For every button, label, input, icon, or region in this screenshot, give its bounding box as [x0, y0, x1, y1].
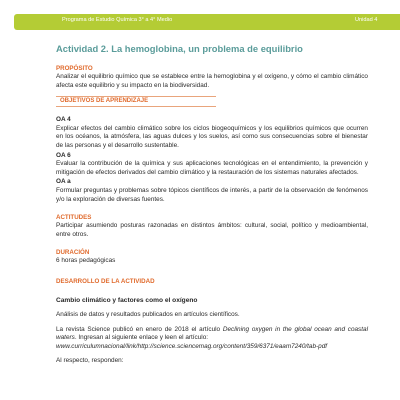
cut-off-text-line — [56, 372, 368, 376]
article-title: Declining oxygen in the global ocean and coastal waters — [56, 325, 368, 342]
desarrollo-paragraph: Al respecto, responden: — [56, 357, 124, 365]
actitudes-heading: ACTITUDES — [56, 214, 92, 222]
desarrollo-heading: DESARROLLO DE LA ACTIVIDAD — [56, 277, 155, 285]
activity-title: Actividad 2. La hemoglobina, un problema de equilibrio — [56, 43, 303, 54]
program-title: Programa de Estudio Química 3° a 4° Medio — [62, 17, 173, 23]
oa-code: OA a — [56, 178, 71, 186]
oa-text: Evaluar la contribución de la química y sus aplicaciones tecnológicas en el entendimiento, la prevención y mitigación de efectos derivados del cambio climático y la restauración de los sistemas naturales afectados. — [56, 160, 368, 176]
oa-code: OA 6 — [56, 151, 71, 159]
oa-text: Formular preguntas y problemas sobre tópicos científicos de interés, a partir de la observación de fenómenos y/o la exploración de diversas fuentes. — [56, 186, 368, 203]
desarrollo-subtitle: Cambio climático y factores como el oxígeno — [56, 296, 198, 304]
objetivos-label: OBJETIVOS DE APRENDIZAJE — [60, 98, 149, 105]
unit-label: Unidad 4 — [355, 17, 378, 23]
article-paragraph — [56, 326, 368, 343]
actitudes-text: Participar asumiendo posturas razonadas en distintos ámbitos: cultural, social, político y medioambiental, entre otros. — [56, 222, 368, 238]
objetivos-heading — [56, 96, 216, 107]
proposito-text: Analizar el equilibrio químico que se establece entre la hemoglobina y el oxígeno, y cómo el cambio climático afecta este equilibrio y su impacto en la biodiversidad. — [56, 73, 368, 89]
article-link[interactable] — [56, 343, 368, 352]
oa-code: OA 4 — [56, 116, 71, 124]
duracion-heading: DURACIÓN — [56, 249, 90, 257]
page-header — [0, 0, 400, 42]
desarrollo-paragraph: Análisis de datos y resultados publicados en artículos científicos. — [56, 310, 240, 318]
article-link-text[interactable]: www.curriculumnacional/link/http://science.sciencemag.org/content/359/6371/eaam7240/tab-pdf — [56, 342, 328, 350]
oa-text: Explicar efectos del cambio climático sobre los ciclos biogeoquímicos y los equilibrios químicos que ocurren en los océanos, la atmósfera, las aguas dulces y los suelos, así como sus consecuencias sobre el bienestar de las personas y el desarrollo sustentable. — [56, 124, 368, 149]
proposito-heading: PROPÓSITO — [56, 65, 93, 72]
document-body — [56, 43, 368, 376]
article-text-before: La revista Science publicó en enero de 2018 el artículo — [56, 325, 223, 333]
article-text-after: . Ingresan al siguiente enlace y leen el artículo: — [74, 334, 209, 342]
duracion-text: 6 horas pedagógicas — [56, 257, 116, 265]
